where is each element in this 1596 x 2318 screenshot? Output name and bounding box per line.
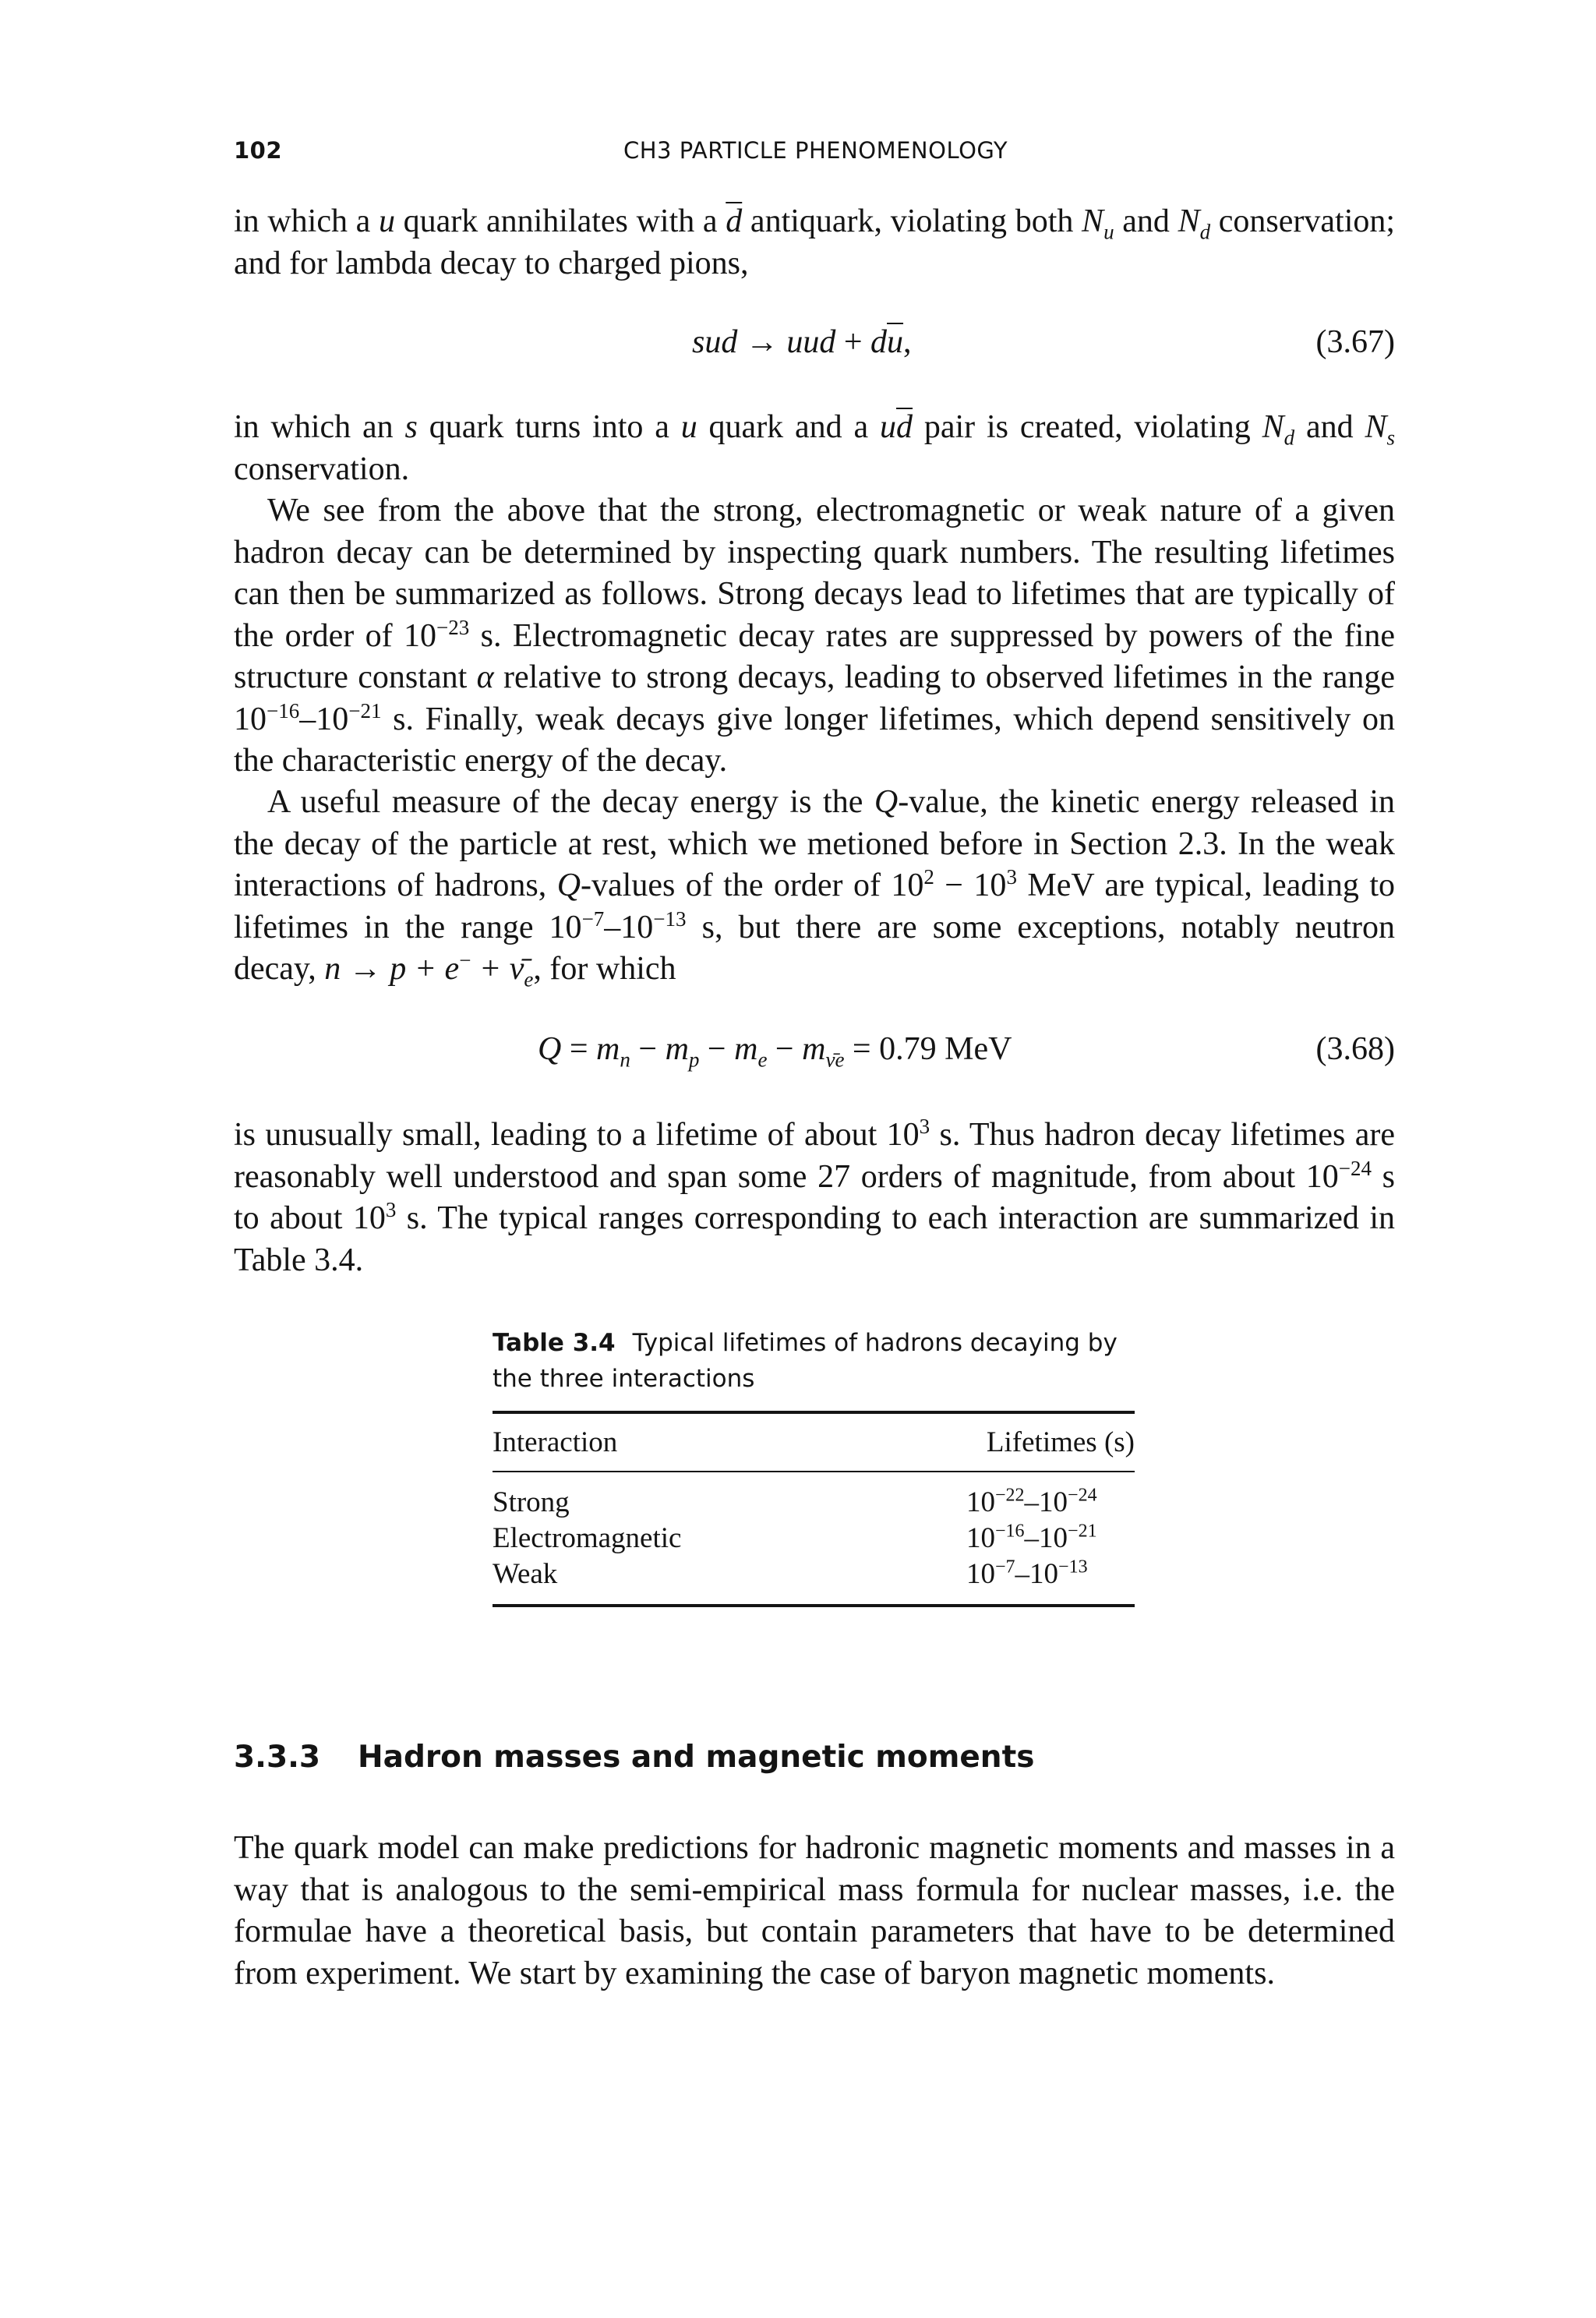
table-header-interaction: Interaction xyxy=(493,1426,618,1458)
table-cell-interaction: Electromagnetic xyxy=(493,1522,682,1554)
paragraph-2: in which an s quark turns into a u quark and a $u\overline{d}$ pair is created, violating $N_d$ and $N_s$ conservation. xyxy=(234,409,1395,487)
table-caption-text: Typical lifetimes of hadrons decaying by the three interactions xyxy=(493,1329,1118,1393)
table-bottom-rule xyxy=(493,1604,1135,1607)
paragraph-3: We see from the above that the strong, electromagnetic or weak nature of a given hadron decay can be determined by inspecting quark numbers. The resulting lifetimes can then be summarized as follows. Strong decays lead to lifetimes that are typically of the order of $10^{-23}$ s. Electromagnetic decay rates are suppressed by powers of the fine structure constant α relative to strong decays, leading to observed lifetimes in the range $10^{-16}-10^{-21}$ s. Finally, weak decays give longer lifetimes, which depend sensitively on the characteristic energy of the decay. xyxy=(234,493,1395,779)
equation-body: sud → uud + $d\overline{u}$, xyxy=(692,324,912,360)
table-label: Table 3.4 xyxy=(493,1329,616,1357)
table-cell-lifetime: $10^{-7}-10^{-13}$ xyxy=(966,1557,1088,1590)
section-number: 3.3.3 xyxy=(234,1740,321,1775)
table-cell-lifetime: $10^{-22}-10^{-24}$ xyxy=(966,1485,1097,1518)
table-cell-lifetime: $10^{-16}-10^{-21}$ xyxy=(966,1521,1097,1554)
equation-number: (3.67) xyxy=(1315,324,1395,360)
section-title: Hadron masses and magnetic moments xyxy=(358,1740,1035,1775)
paragraph-4: A useful measure of the decay energy is the Q-value, the kinetic energy released in the decay of the particle at rest, which we metioned before in Section 2.3. In the weak interactions of hadrons, Q-values of the order of $10^2 - 10^3$ MeV are typical, leading to lifetimes in the range $10^{-7}-10^{-13}$ s, but there are some exceptions, notably neutron decay, $n \to p + e^- + \nū_e$, for which xyxy=(234,784,1396,991)
table-cell-interaction: Weak xyxy=(493,1558,558,1590)
paragraph-6: The quark model can make predictions for hadronic magnetic moments and masses in a way that is analogous to the semi-empirical mass formula for nuclear masses, i.e. the formulae have a theoretical basis, but contain parameters that have to be determined from experiment. We start by examining the case of baryon magnetic moments. xyxy=(234,1830,1395,1991)
paragraph-5: is unusually small, leading to a lifetime of about $10^3$ s. Thus hadron decay lifetimes are reasonably well understood and span some 27 orders of magnitude, from about $10^{-24}$ s to about $10^3$ s. The typical ranges corresponding to each interaction are summarized in Table 3.4. xyxy=(234,1115,1395,1278)
table-top-rule xyxy=(493,1411,1135,1414)
equation-3-68 xyxy=(234,1030,1395,1077)
equation-3-67 xyxy=(234,323,1395,370)
section-heading xyxy=(234,1740,1034,1775)
table-header-rule xyxy=(493,1471,1135,1472)
paragraph-1: in which a u quark annihilates with a $\overline{d}$ antiquark, violating both $N_u$ and $N_d$ conservation; and for lambda decay to charged pions, xyxy=(234,203,1396,281)
table-header-lifetimes: Lifetimes (s) xyxy=(986,1426,1135,1458)
equation-body: $Q = m_n - m_p - m_e - m_{\nūe} = 0.79$ MeV xyxy=(538,1031,1012,1072)
equation-number: (3.68) xyxy=(1315,1031,1395,1067)
page-number: 102 xyxy=(234,137,283,164)
table-cell-interaction: Strong xyxy=(493,1486,570,1518)
chapter-title: CH3 PARTICLE PHENOMENOLOGY xyxy=(623,137,1008,164)
running-head xyxy=(234,137,1395,171)
table-caption xyxy=(493,1325,1132,1397)
